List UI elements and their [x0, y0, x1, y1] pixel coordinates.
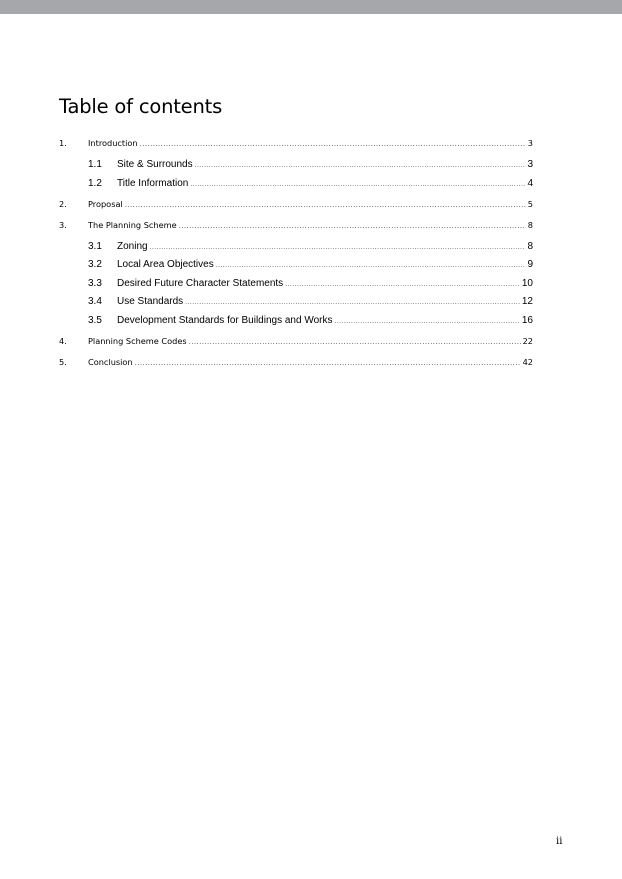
toc-dot-leader — [190, 177, 525, 192]
toc-dot-leader — [125, 198, 526, 213]
toc-entry-number: 3.3 — [88, 277, 102, 289]
toc-entry-proposal[interactable] — [59, 197, 533, 218]
toc-entry-introduction[interactable] — [59, 136, 533, 157]
toc-entry-page: 8 — [527, 219, 533, 230]
toc-entry-title: Development Standards for Buildings and Works — [117, 314, 333, 326]
toc-entry-use-standards[interactable] — [59, 294, 533, 313]
toc-entry-title: Use Standards — [117, 296, 184, 307]
page-title: Table of contents — [59, 95, 223, 118]
toc-dot-leader — [179, 219, 526, 234]
toc-entry-number: 3.4 — [88, 296, 102, 307]
toc-entry-number: 1. — [59, 138, 67, 148]
toc-dot-leader — [216, 258, 526, 273]
toc-dot-leader — [185, 295, 520, 310]
toc-entry-title: Zoning — [117, 240, 148, 252]
toc-entry-site-surrounds[interactable] — [59, 157, 533, 176]
toc-entry-title: The Planning Scheme — [88, 219, 177, 230]
toc-entry-page: 3 — [527, 159, 533, 170]
toc-entry-desired-future-character[interactable] — [59, 276, 533, 295]
toc-entry-page: 9 — [527, 259, 533, 270]
toc-entry-title: Proposal — [88, 198, 123, 209]
toc-entry-number: 3.2 — [88, 259, 102, 270]
toc-entry-number: 4. — [59, 335, 67, 346]
toc-entry-title: Desired Future Character Statements — [117, 277, 284, 289]
toc-entry-title: Introduction — [88, 138, 138, 148]
toc-entry-number: 3. — [59, 219, 67, 230]
toc-entry-number: 2. — [59, 198, 67, 209]
toc-entry-title: Conclusion — [88, 356, 133, 367]
toc-entry-page: 4 — [527, 177, 533, 189]
page-number: ii — [556, 836, 563, 847]
toc-entry-number: 1.1 — [88, 159, 102, 170]
toc-entry-number: 3.5 — [88, 314, 102, 326]
toc-entry-page: 22 — [522, 335, 533, 346]
toc-entry-title: Local Area Objectives — [117, 259, 214, 270]
toc-entry-page: 42 — [522, 356, 533, 367]
toc-entry-number: 3.1 — [88, 240, 102, 252]
toc-entry-page: 10 — [521, 277, 533, 289]
toc-dot-leader — [150, 240, 526, 255]
toc-entry-page: 5 — [527, 198, 533, 209]
toc-entry-title-information[interactable] — [59, 176, 533, 197]
toc-dot-leader — [285, 277, 520, 292]
toc-entry-number: 1.2 — [88, 177, 102, 189]
toc-dot-leader — [189, 335, 521, 350]
toc-entry-planning-scheme[interactable] — [59, 218, 533, 239]
toc-entry-planning-scheme-codes[interactable] — [59, 334, 533, 355]
toc-entry-number: 5. — [59, 356, 67, 367]
top-header-bar — [0, 0, 622, 14]
toc-entry-title: Site & Surrounds — [117, 159, 193, 170]
toc-entry-page: 3 — [527, 138, 533, 148]
toc-dot-leader — [195, 158, 526, 173]
toc-entry-local-area-objectives[interactable] — [59, 257, 533, 276]
toc-entry-title: Title Information — [117, 177, 189, 189]
toc-entry-zoning[interactable] — [59, 239, 533, 258]
table-of-contents — [59, 136, 533, 376]
toc-entry-page: 8 — [527, 240, 533, 252]
toc-entry-page: 12 — [521, 296, 533, 307]
toc-entry-development-standards[interactable] — [59, 313, 533, 334]
toc-dot-leader — [135, 356, 521, 371]
toc-entry-conclusion[interactable] — [59, 355, 533, 376]
toc-dot-leader — [140, 137, 526, 152]
toc-entry-title: Planning Scheme Codes — [88, 335, 187, 346]
toc-entry-page: 16 — [521, 314, 533, 326]
toc-dot-leader — [334, 314, 519, 329]
